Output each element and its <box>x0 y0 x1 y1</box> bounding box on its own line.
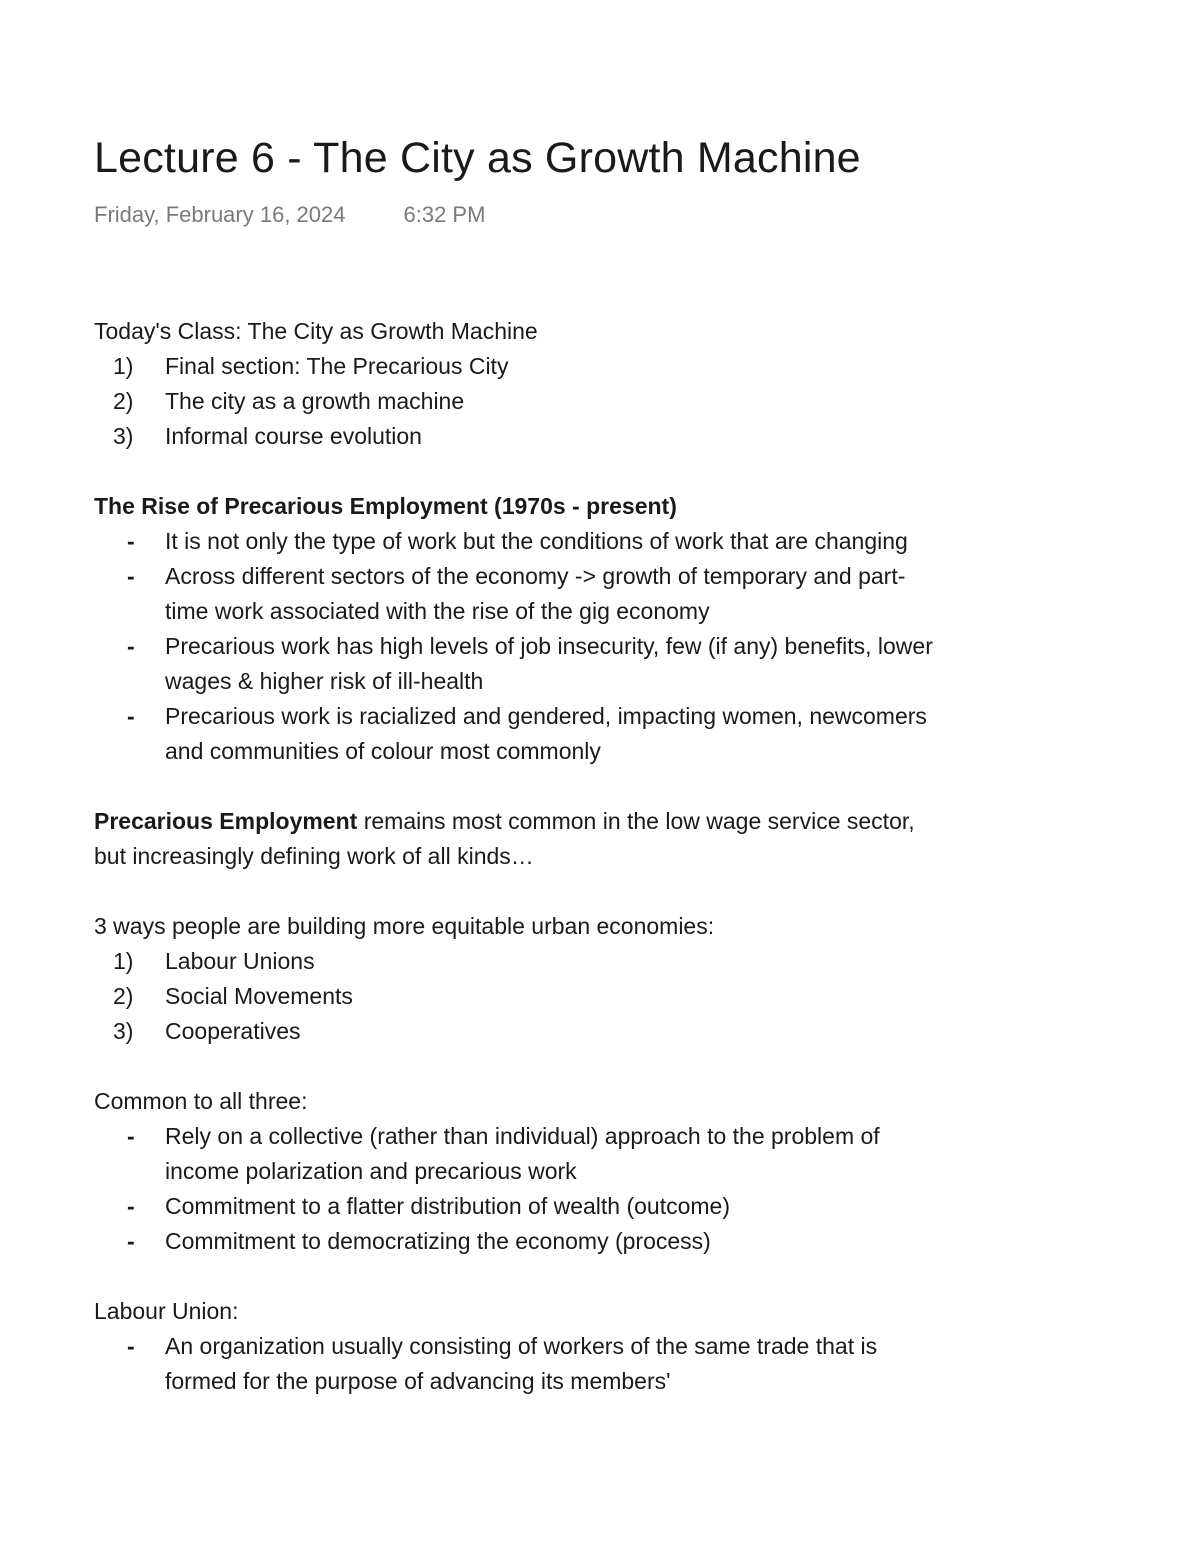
list-item <box>94 979 934 1014</box>
list-item-text: Labour Unions <box>165 948 315 974</box>
list-item-text: Informal course evolution <box>165 423 422 449</box>
spacer <box>94 454 934 489</box>
precarious-note-bold: Precarious Employment <box>94 808 358 834</box>
list-marker: - <box>127 563 135 589</box>
list-item <box>94 1189 934 1224</box>
list-marker: - <box>127 633 135 659</box>
list-item <box>94 349 934 384</box>
list-item-text: Commitment to a flatter distribution of wealth (outcome) <box>165 1193 731 1219</box>
list-marker: 1) <box>113 948 134 974</box>
list-marker: 3) <box>113 1018 134 1044</box>
list-item <box>94 629 934 699</box>
note-timestamp <box>94 200 934 230</box>
list-item-text: Social Movements <box>165 983 353 1009</box>
common-list <box>94 1119 934 1259</box>
list-item-text: Commitment to democratizing the economy (process) <box>165 1228 711 1254</box>
labour-union-heading: Labour Union: <box>94 1298 239 1324</box>
spacer <box>94 1049 934 1084</box>
list-marker: - <box>127 1228 135 1254</box>
labour-union-list <box>94 1329 934 1399</box>
list-marker: 2) <box>113 388 134 414</box>
list-item-text: It is not only the type of work but the conditions of work that are changing <box>165 528 908 554</box>
todays-class-list <box>94 349 934 454</box>
list-item <box>94 699 934 769</box>
list-item-text: Across different sectors of the economy -> growth of temporary and part-time work associated with the rise of the gig economy <box>165 563 906 624</box>
list-marker: - <box>127 528 135 554</box>
common-heading: Common to all three: <box>94 1088 308 1114</box>
note-time: 6:32 PM <box>403 202 486 227</box>
list-item <box>94 559 934 629</box>
rise-list <box>94 524 934 769</box>
list-marker: 2) <box>113 983 134 1009</box>
list-marker: - <box>127 1123 135 1149</box>
spacer <box>94 874 934 909</box>
list-item <box>94 384 934 419</box>
list-item <box>94 1224 934 1259</box>
list-marker: - <box>127 1333 135 1359</box>
spacer <box>94 1259 934 1294</box>
list-marker: - <box>127 1193 135 1219</box>
list-item-text: An organization usually consisting of workers of the same trade that is formed for the purpose of advancing its members' <box>165 1333 878 1394</box>
precarious-note <box>94 804 934 874</box>
todays-class-heading: Today's Class: The City as Growth Machine <box>94 318 538 344</box>
list-item-text: Final section: The Precarious City <box>165 353 509 379</box>
list-item-text: Rely on a collective (rather than individual) approach to the problem of income polarization and precarious work <box>165 1123 880 1184</box>
precarious-note-text: remains most common in the low wage service sector, but increasingly defining work of all kinds… <box>94 808 915 869</box>
list-item-text: Cooperatives <box>165 1018 301 1044</box>
three-ways-heading: 3 ways people are building more equitable urban economies: <box>94 913 715 939</box>
list-marker: 1) <box>113 353 134 379</box>
list-item-text: Precarious work has high levels of job insecurity, few (if any) benefits, lower wages & higher risk of ill-health <box>165 633 933 694</box>
three-ways-list <box>94 944 934 1049</box>
rise-heading: The Rise of Precarious Employment (1970s - present) <box>94 493 677 519</box>
list-item <box>94 419 934 454</box>
note-page <box>94 130 934 1399</box>
list-item <box>94 524 934 559</box>
list-item <box>94 1014 934 1049</box>
list-item <box>94 944 934 979</box>
note-body <box>94 314 934 1399</box>
list-marker: 3) <box>113 423 134 449</box>
list-item <box>94 1119 934 1189</box>
spacer <box>94 769 934 804</box>
list-item-text: The city as a growth machine <box>165 388 465 414</box>
list-marker: - <box>127 703 135 729</box>
list-item <box>94 1329 934 1399</box>
note-date: Friday, February 16, 2024 <box>94 202 346 227</box>
page-title: Lecture 6 - The City as Growth Machine <box>94 134 861 182</box>
list-item-text: Precarious work is racialized and gendered, impacting women, newcomers and communities of colour most commonly <box>165 703 927 764</box>
